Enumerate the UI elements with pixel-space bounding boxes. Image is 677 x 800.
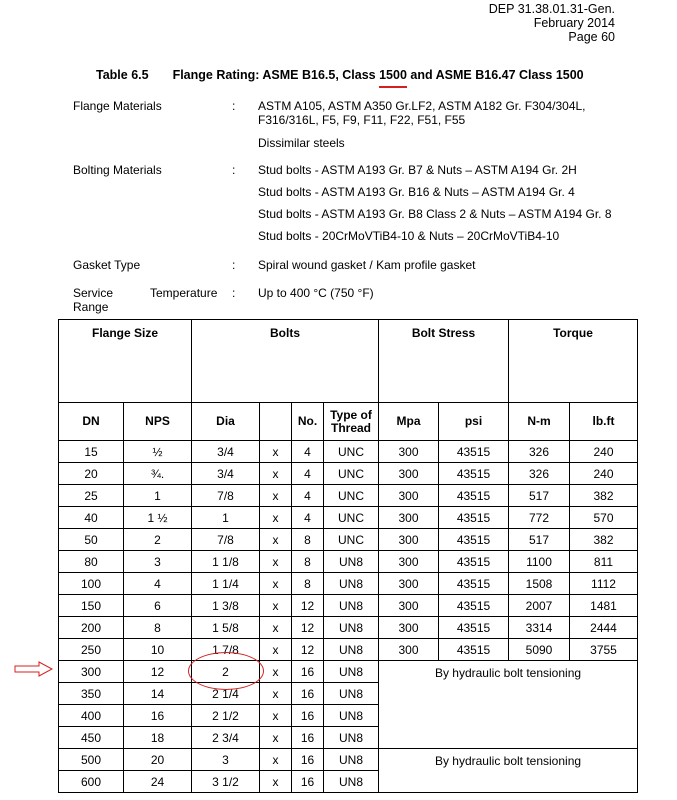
cell-x: x xyxy=(260,705,292,727)
cell-mpa: 300 xyxy=(379,529,439,551)
cell-psi: 43515 xyxy=(439,573,509,595)
cell-thread: UN8 xyxy=(324,595,379,617)
cell-dn: 450 xyxy=(59,727,124,749)
cell-x: x xyxy=(260,529,292,551)
cell-dia: 1 1/8 xyxy=(192,551,260,573)
col-psi: psi xyxy=(439,403,509,441)
cell-nps: 1 xyxy=(124,485,192,507)
cell-x: x xyxy=(260,485,292,507)
cell-no: 16 xyxy=(292,771,324,793)
cell-thread: UN8 xyxy=(324,683,379,705)
cell-mpa: 300 xyxy=(379,573,439,595)
cell-dia: 7/8 xyxy=(192,529,260,551)
cell-dia: 3/4 xyxy=(192,463,260,485)
cell-thread: UNC xyxy=(324,441,379,463)
table-number: Table 6.5 xyxy=(96,68,149,82)
range-label: Range xyxy=(73,300,109,314)
col-no: No. xyxy=(292,403,324,441)
cell-x: x xyxy=(260,595,292,617)
cell-x: x xyxy=(260,639,292,661)
cell-dn: 80 xyxy=(59,551,124,573)
cell-x: x xyxy=(260,661,292,683)
cell-lbft: 240 xyxy=(570,463,638,485)
gasket-type-value: Spiral wound gasket / Kam profile gasket xyxy=(258,258,476,272)
cell-lbft: 3755 xyxy=(570,639,638,661)
cell-nps: 8 xyxy=(124,617,192,639)
cell-thread: UN8 xyxy=(324,771,379,793)
col-x xyxy=(260,403,292,441)
cell-nm: 517 xyxy=(509,485,570,507)
cell-mpa: 300 xyxy=(379,639,439,661)
cell-psi: 43515 xyxy=(439,485,509,507)
cell-mpa: 300 xyxy=(379,485,439,507)
cell-psi: 43515 xyxy=(439,551,509,573)
cell-x: x xyxy=(260,463,292,485)
cell-psi: 43515 xyxy=(439,463,509,485)
cell-thread: UN8 xyxy=(324,639,379,661)
gasket-type-label: Gasket Type xyxy=(73,258,141,272)
table-title xyxy=(96,68,584,82)
cell-lbft: 2444 xyxy=(570,617,638,639)
colon: : xyxy=(232,99,236,113)
cell-dn: 40 xyxy=(59,507,124,529)
cell-mpa: 300 xyxy=(379,617,439,639)
table-row xyxy=(59,661,638,683)
cell-nps: 18 xyxy=(124,727,192,749)
cell-mpa: 300 xyxy=(379,463,439,485)
cell-nm: 2007 xyxy=(509,595,570,617)
cell-nps: 16 xyxy=(124,705,192,727)
hydraulic-note: By hydraulic bolt tensioning xyxy=(379,661,638,749)
cell-dia: 1 7/8 xyxy=(192,639,260,661)
cell-psi: 43515 xyxy=(439,639,509,661)
flange-materials-label: Flange Materials xyxy=(73,99,162,113)
table-row xyxy=(59,595,638,617)
cell-nps: ½ xyxy=(124,441,192,463)
cell-dia: 7/8 xyxy=(192,485,260,507)
cell-psi: 43515 xyxy=(439,441,509,463)
cell-nps: 10 xyxy=(124,639,192,661)
cell-no: 16 xyxy=(292,727,324,749)
doc-number: DEP 31.38.01.31-Gen. xyxy=(488,2,615,16)
cell-lbft: 1112 xyxy=(570,573,638,595)
red-circle-annotation xyxy=(188,652,264,690)
title-class-highlight: 1500 xyxy=(379,68,407,82)
cell-mpa: 300 xyxy=(379,507,439,529)
cell-lbft: 811 xyxy=(570,551,638,573)
column-header-row xyxy=(59,403,638,441)
table-row xyxy=(59,529,638,551)
group-flange-size: Flange Size xyxy=(59,320,192,403)
colon: : xyxy=(232,258,236,272)
cell-no: 8 xyxy=(292,551,324,573)
cell-nps: 1 ½ xyxy=(124,507,192,529)
doc-date: February 2014 xyxy=(533,16,615,30)
cell-no: 16 xyxy=(292,683,324,705)
cell-psi: 43515 xyxy=(439,617,509,639)
cell-mpa: 300 xyxy=(379,595,439,617)
cell-dia: 1 3/8 xyxy=(192,595,260,617)
cell-dia: 2 3/4 xyxy=(192,727,260,749)
cell-dia: 1 1/4 xyxy=(192,573,260,595)
cell-nps: 4 xyxy=(124,573,192,595)
cell-dn: 150 xyxy=(59,595,124,617)
cell-no: 8 xyxy=(292,529,324,551)
col-lbft: lb.ft xyxy=(570,403,638,441)
cell-thread: UN8 xyxy=(324,617,379,639)
cell-mpa: 300 xyxy=(379,441,439,463)
cell-dn: 20 xyxy=(59,463,124,485)
cell-nps: 6 xyxy=(124,595,192,617)
col-thread-b: Thread xyxy=(330,420,371,435)
cell-nm: 326 xyxy=(509,441,570,463)
cell-x: x xyxy=(260,551,292,573)
cell-dn: 50 xyxy=(59,529,124,551)
cell-thread: UN8 xyxy=(324,727,379,749)
flange-materials-line2: F316/316L, F5, F9, F11, F22, F51, F55 xyxy=(258,113,466,127)
cell-x: x xyxy=(260,683,292,705)
table-row xyxy=(59,485,638,507)
cell-no: 4 xyxy=(292,507,324,529)
cell-dia: 2 1/2 xyxy=(192,705,260,727)
cell-x: x xyxy=(260,507,292,529)
cell-x: x xyxy=(260,749,292,771)
cell-no: 4 xyxy=(292,463,324,485)
cell-nm: 1508 xyxy=(509,573,570,595)
right-arrow-annotation-icon xyxy=(14,661,54,677)
table-row xyxy=(59,441,638,463)
cell-lbft: 240 xyxy=(570,441,638,463)
cell-no: 12 xyxy=(292,617,324,639)
cell-dia: 1 xyxy=(192,507,260,529)
cell-thread: UN8 xyxy=(324,749,379,771)
col-thread xyxy=(324,403,379,441)
cell-nm: 517 xyxy=(509,529,570,551)
cell-no: 8 xyxy=(292,573,324,595)
cell-nps: ¾. xyxy=(124,463,192,485)
cell-thread: UN8 xyxy=(324,551,379,573)
cell-nm: 5090 xyxy=(509,639,570,661)
cell-lbft: 570 xyxy=(570,507,638,529)
cell-nps: 2 xyxy=(124,529,192,551)
colon: : xyxy=(232,286,236,300)
cell-nps: 24 xyxy=(124,771,192,793)
cell-no: 16 xyxy=(292,749,324,771)
cell-no: 12 xyxy=(292,595,324,617)
cell-lbft: 382 xyxy=(570,485,638,507)
page-number: Page 60 xyxy=(568,30,615,44)
cell-thread: UN8 xyxy=(324,705,379,727)
cell-dn: 200 xyxy=(59,617,124,639)
hydraulic-note: By hydraulic bolt tensioning xyxy=(379,749,638,793)
flange-rating-table xyxy=(58,319,638,793)
cell-x: x xyxy=(260,573,292,595)
cell-dn: 500 xyxy=(59,749,124,771)
col-dn: DN xyxy=(59,403,124,441)
cell-thread: UNC xyxy=(324,463,379,485)
group-header-row xyxy=(59,320,638,403)
cell-dn: 25 xyxy=(59,485,124,507)
table-body xyxy=(59,441,638,793)
service-temperature-value: Up to 400 °C (750 °F) xyxy=(258,286,374,300)
cell-no: 16 xyxy=(292,705,324,727)
cell-no: 12 xyxy=(292,639,324,661)
group-bolts: Bolts xyxy=(192,320,379,403)
col-dia: Dia xyxy=(192,403,260,441)
cell-nm: 3314 xyxy=(509,617,570,639)
cell-thread: UNC xyxy=(324,507,379,529)
col-nm: N-m xyxy=(509,403,570,441)
cell-lbft: 382 xyxy=(570,529,638,551)
title-pre: Flange Rating: ASME B16.5, Class xyxy=(172,68,380,82)
cell-dn: 15 xyxy=(59,441,124,463)
bolting-item: Stud bolts - ASTM A193 Gr. B7 & Nuts – ASTM A194 Gr. 2H xyxy=(258,163,577,177)
cell-dia: 3 1/2 xyxy=(192,771,260,793)
table-row xyxy=(59,617,638,639)
bolting-item: Stud bolts - ASTM A193 Gr. B8 Class 2 & Nuts – ASTM A194 Gr. 8 xyxy=(258,207,612,221)
cell-dia: 2 1/4 xyxy=(192,683,260,705)
cell-thread: UNC xyxy=(324,485,379,507)
document-header xyxy=(489,2,615,44)
cell-thread: UNC xyxy=(324,529,379,551)
col-mpa: Mpa xyxy=(379,403,439,441)
table-row xyxy=(59,551,638,573)
cell-nm: 326 xyxy=(509,463,570,485)
group-torque: Torque xyxy=(509,320,638,403)
col-thread-a: Type of xyxy=(330,407,372,422)
cell-nps: 12 xyxy=(124,661,192,683)
cell-no: 4 xyxy=(292,485,324,507)
cell-dia: 2 xyxy=(192,661,260,683)
title-post: and ASME B16.47 Class 1500 xyxy=(406,68,584,82)
cell-nm: 772 xyxy=(509,507,570,529)
cell-dn: 100 xyxy=(59,573,124,595)
cell-psi: 43515 xyxy=(439,595,509,617)
cell-x: x xyxy=(260,441,292,463)
table-row xyxy=(59,639,638,661)
flange-materials-line3: Dissimilar steels xyxy=(258,136,345,150)
table-row xyxy=(59,573,638,595)
cell-dn: 300 xyxy=(59,661,124,683)
cell-dn: 600 xyxy=(59,771,124,793)
cell-thread: UN8 xyxy=(324,661,379,683)
cell-no: 4 xyxy=(292,441,324,463)
cell-nm: 1100 xyxy=(509,551,570,573)
table-row xyxy=(59,463,638,485)
cell-no: 16 xyxy=(292,661,324,683)
red-underline-annotation xyxy=(379,86,407,88)
cell-dia: 3/4 xyxy=(192,441,260,463)
cell-mpa: 300 xyxy=(379,551,439,573)
cell-lbft: 1481 xyxy=(570,595,638,617)
group-bolt-stress: Bolt Stress xyxy=(379,320,509,403)
bolting-materials-label: Bolting Materials xyxy=(73,163,162,177)
cell-thread: UN8 xyxy=(324,573,379,595)
cell-nps: 20 xyxy=(124,749,192,771)
bolting-item: Stud bolts - 20CrMoVTiB4-10 & Nuts – 20CrMoVTiB4-10 xyxy=(258,229,560,243)
bolting-item: Stud bolts - ASTM A193 Gr. B16 & Nuts – ASTM A194 Gr. 4 xyxy=(258,185,575,199)
colon: : xyxy=(232,163,236,177)
temperature-label: Temperature xyxy=(150,286,218,300)
table-row xyxy=(59,749,638,771)
cell-dia: 1 5/8 xyxy=(192,617,260,639)
cell-dia: 3 xyxy=(192,749,260,771)
cell-dn: 250 xyxy=(59,639,124,661)
cell-x: x xyxy=(260,617,292,639)
cell-dn: 400 xyxy=(59,705,124,727)
col-nps: NPS xyxy=(124,403,192,441)
cell-dn: 350 xyxy=(59,683,124,705)
cell-x: x xyxy=(260,727,292,749)
flange-materials-line1: ASTM A105, ASTM A350 Gr.LF2, ASTM A182 Gr. F304/304L, xyxy=(258,99,586,113)
cell-psi: 43515 xyxy=(439,507,509,529)
service-label: Service xyxy=(73,286,114,300)
cell-nps: 3 xyxy=(124,551,192,573)
table-row xyxy=(59,507,638,529)
cell-x: x xyxy=(260,771,292,793)
cell-nps: 14 xyxy=(124,683,192,705)
cell-psi: 43515 xyxy=(439,529,509,551)
